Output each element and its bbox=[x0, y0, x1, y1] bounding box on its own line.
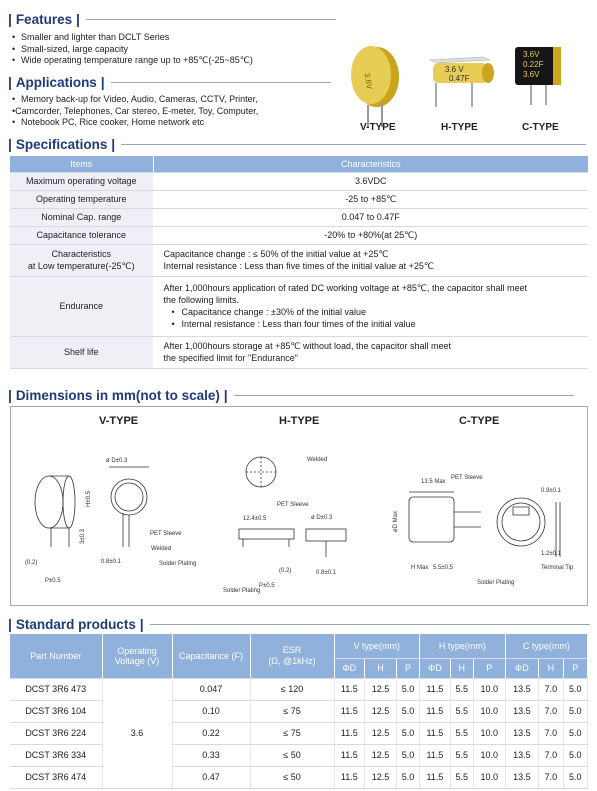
svg-text:ø D±0.3: ø D±0.3 bbox=[311, 515, 333, 521]
table-row: Endurance After 1,000hours application of rated DC working voltage at +85℃, the capacitor shall meet the following limits. • Capacitance change : ±30% of the initial value • Internal resistance : Less than four times of the initial value bbox=[10, 276, 588, 336]
table-row: DCST 3R6 473 3.6 0.047 ≤ 120 11.5 12.5 5.0 11.5 5.5 10.0 13.5 7.0 5.0 bbox=[10, 678, 588, 700]
svg-text:Solder Plating: Solder Plating bbox=[223, 588, 261, 594]
svg-text:(0.2): (0.2) bbox=[25, 560, 38, 566]
table-row: Operating temperature -25 to +85℃ bbox=[10, 190, 588, 208]
col-items: Items bbox=[10, 156, 153, 172]
features-title: Features bbox=[15, 11, 73, 27]
capacitor-photos bbox=[345, 25, 595, 135]
svg-text:12.4±0.5: 12.4±0.5 bbox=[243, 516, 267, 522]
voltage-cell: 3.6 bbox=[102, 678, 172, 788]
applications-heading: | Applications | bbox=[8, 73, 331, 91]
table-row: Maximum operating voltage 3.6VDC bbox=[10, 172, 588, 190]
svg-text:H±0.5: H±0.5 bbox=[86, 491, 92, 507]
table-row: Characteristics at Low temperature(-25℃) Capacitance change : ≤ 50% of the initial value at +25℃ Internal resistance : Less than five times of the initial value at +25℃ bbox=[10, 244, 588, 276]
svg-text:3.6 V: 3.6 V bbox=[445, 65, 464, 74]
svg-text:5.5±0.5: 5.5±0.5 bbox=[433, 565, 453, 571]
svg-text:0.8±0.1: 0.8±0.1 bbox=[101, 559, 121, 565]
v-type-label: V-TYPE bbox=[360, 122, 396, 133]
list-item: • Wide operating temperature range up to +85℃(-25~85℃) bbox=[12, 55, 253, 67]
svg-text:ø D±0.3: ø D±0.3 bbox=[106, 458, 128, 464]
table-row: DCST 3R6 104 0.10 ≤ 75 11.5 12.5 5.0 11.5 5.5 10.0 13.5 7.0 5.0 bbox=[10, 700, 588, 722]
dimensions-drawing bbox=[10, 406, 588, 606]
col-capacitance: Capacitance (F) bbox=[172, 634, 250, 678]
svg-text:0.9±0.1: 0.9±0.1 bbox=[541, 488, 561, 494]
svg-text:3±0.3: 3±0.3 bbox=[80, 529, 86, 544]
svg-text:P±0.5: P±0.5 bbox=[259, 583, 275, 589]
table-row: Shelf life After 1,000hours storage at +85℃ without load, the capacitor shall meet the specified limit for "Endurance" bbox=[10, 336, 588, 368]
svg-text:Welded: Welded bbox=[151, 546, 172, 552]
table-row: DCST 3R6 474 0.47 ≤ 50 11.5 12.5 5.0 11.5 5.5 10.0 13.5 7.0 5.0 bbox=[10, 766, 588, 788]
applications-list bbox=[12, 94, 258, 129]
svg-text:PET Sleeve: PET Sleeve bbox=[451, 475, 483, 481]
svg-text:øD Max: øD Max bbox=[393, 511, 399, 532]
table-row: DCST 3R6 224 0.22 ≤ 75 11.5 12.5 5.0 11.5 5.5 10.0 13.5 7.0 5.0 bbox=[10, 722, 588, 744]
svg-text:13.5 Max: 13.5 Max bbox=[421, 479, 446, 485]
specifications-table bbox=[10, 156, 588, 369]
features-list bbox=[12, 32, 253, 67]
v-type-capacitor-image bbox=[351, 46, 399, 127]
svg-text:PET Sleeve: PET Sleeve bbox=[277, 502, 309, 508]
products-heading: | Standard products | bbox=[8, 615, 590, 633]
applications-title: Applications bbox=[15, 74, 97, 90]
products-table: Part Number Operating Voltage (V) Capacitance (F) ESR (Ω, @1kHz) V type(mm) H type(mm) C type(mm) ΦD H P ΦD H P ΦD H P DCST 3R6 473 3.6 0.047 ≤ 120 11.5 12.5 5.0 11.5 5.5 10.0 13.5 7.0 5.0 DCST 3R6 104 0.10 ≤ 75 11.5 12.5 5.0 11.5 5.5 10.0 13.5 7.0 5.0 DCST 3R6 224 0.22 ≤ 75 11.5 12.5 5.0 11.5 5.5 10.0 13.5 7.0 5.0 DCST 3R6 334 0.33 ≤ 50 11.5 12.5 5.0 11.5 5.5 10.0 13.5 7.0 5.0 DCST 3R6 474 0.47 ≤ 50 11.5 12.5 5.0 11.5 5.5 10.0 13.5 7.0 5.0 bbox=[10, 634, 588, 789]
c-type-capacitor-image bbox=[515, 47, 561, 105]
svg-text:Solder Plating: Solder Plating bbox=[159, 561, 197, 567]
h-type-capacitor-image bbox=[430, 57, 494, 107]
dimensions-title: Dimensions in mm(not to scale) bbox=[15, 387, 220, 403]
svg-text:Terminal Tip: Terminal Tip bbox=[541, 565, 574, 571]
svg-text:0.22F: 0.22F bbox=[523, 60, 544, 69]
svg-text:1.2±0.1: 1.2±0.1 bbox=[541, 551, 561, 557]
col-part-number: Part Number bbox=[10, 634, 102, 678]
svg-text:3.6V: 3.6V bbox=[362, 72, 375, 90]
svg-text:0.47F: 0.47F bbox=[449, 74, 470, 83]
svg-text:3.6V: 3.6V bbox=[523, 50, 540, 59]
list-item: • Smaller and lighter than DCLT Series bbox=[12, 32, 253, 44]
features-heading: | Features | bbox=[8, 10, 336, 28]
table-row: DCST 3R6 334 0.33 ≤ 50 11.5 12.5 5.0 11.5 5.5 10.0 13.5 7.0 5.0 bbox=[10, 744, 588, 766]
list-item: • Small-sized, large capacity bbox=[12, 44, 253, 56]
svg-text:PET Sleeve: PET Sleeve bbox=[150, 531, 182, 537]
col-characteristics: Characteristics bbox=[153, 156, 588, 172]
col-v-type: V type(mm) bbox=[334, 634, 420, 658]
svg-text:Welded: Welded bbox=[307, 457, 328, 463]
svg-text:H Max: H Max bbox=[411, 565, 429, 571]
dimension-svg bbox=[11, 407, 589, 607]
dim-h-type-label: H-TYPE bbox=[279, 415, 320, 427]
table-row: Nominal Cap. range 0.047 to 0.47F bbox=[10, 208, 588, 226]
col-c-type: C type(mm) bbox=[505, 634, 587, 658]
specifications-heading: | Specifications | bbox=[8, 135, 586, 153]
svg-text:(0.2): (0.2) bbox=[279, 568, 292, 574]
list-item: • Memory back-up for Video, Audio, Cameras, CCTV, Printer, bbox=[12, 94, 258, 106]
svg-text:3.6V: 3.6V bbox=[523, 70, 540, 79]
specifications-title: Specifications bbox=[15, 136, 108, 152]
dimensions-heading: | Dimensions in mm(not to scale) | bbox=[8, 386, 574, 404]
h-type-label: H-TYPE bbox=[441, 122, 478, 133]
c-type-label: C-TYPE bbox=[522, 122, 559, 133]
dim-c-type-label: C-TYPE bbox=[459, 415, 500, 427]
svg-text:P±0.5: P±0.5 bbox=[45, 578, 61, 584]
col-esr: ESR (Ω, @1kHz) bbox=[250, 634, 334, 678]
col-h-type: H type(mm) bbox=[420, 634, 506, 658]
table-row: Capacitance tolerance -20% to +80%(at 25℃) bbox=[10, 226, 588, 244]
dim-v-type-label: V-TYPE bbox=[99, 415, 139, 427]
products-title: Standard products bbox=[15, 616, 136, 632]
col-operating-voltage: Operating Voltage (V) bbox=[102, 634, 172, 678]
list-item: • Notebook PC, Rice cooker, Home network etc bbox=[12, 117, 258, 129]
svg-text:Solder Plating: Solder Plating bbox=[477, 580, 515, 586]
svg-text:0.8±0.1: 0.8±0.1 bbox=[316, 570, 336, 576]
list-item: • Camcorder, Telephones, Car stereo, E-meter, Toy, Computer, bbox=[12, 106, 258, 118]
